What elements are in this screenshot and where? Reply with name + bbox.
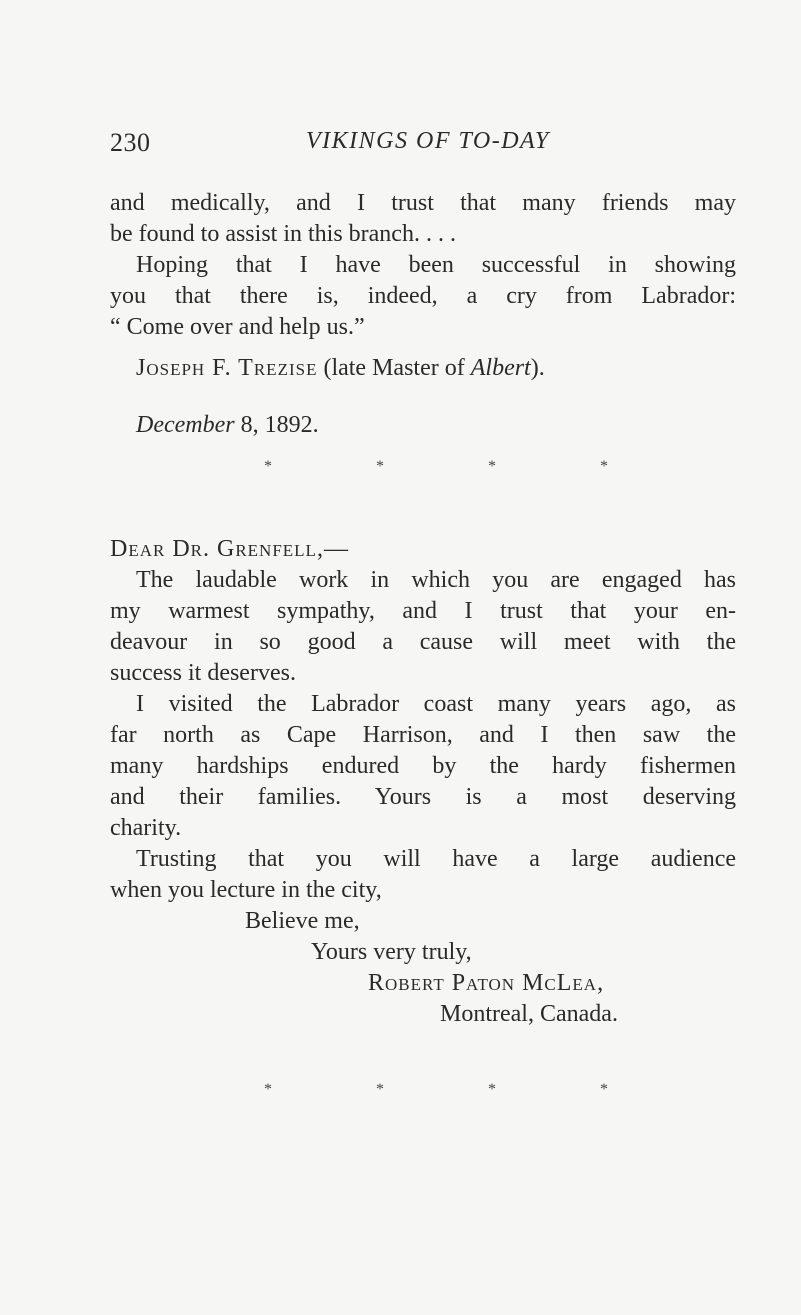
asterisk-ornament: * <box>600 458 608 475</box>
text-line: “ Come over and help us.” <box>110 314 365 340</box>
signature-trezise <box>136 353 545 383</box>
asterisk-ornament: * <box>376 1081 384 1098</box>
signature-text: ). <box>530 355 545 381</box>
asterisk-ornament: * <box>376 458 384 475</box>
text-line: be found to assist in this branch. . . . <box>110 221 456 247</box>
text-line: and medically, and I trust that many friends may <box>110 190 736 216</box>
text-line: my warmest sympathy, and I trust that your en- <box>110 598 736 624</box>
text-line: I visited the Labrador coast many years ago, as <box>136 691 736 717</box>
ship-name: Albert <box>470 355 531 381</box>
asterisk-ornament: * <box>264 1081 272 1098</box>
page-number: 230 <box>110 128 151 157</box>
date-month: December <box>136 412 235 438</box>
text-line: many hardships endured by the hardy fishermen <box>110 753 736 779</box>
text-line: and their families. Yours is a most deserving <box>110 784 736 810</box>
text-line: success it deserves. <box>110 660 296 686</box>
date-rest: 8, 1892. <box>234 412 319 438</box>
signature-place: Montreal, Canada. <box>440 1001 618 1027</box>
signature-name: Joseph F. Trezise <box>136 355 318 381</box>
text-line: charity. <box>110 815 182 841</box>
text-line: deavour in so good a cause will meet with the <box>110 629 736 655</box>
closing-line: Yours very truly, <box>311 939 472 965</box>
page-header <box>110 128 730 164</box>
text-line: when you lecture in the city, <box>110 877 382 903</box>
asterisk-ornament: * <box>600 1081 608 1098</box>
signature-mclea: Robert Paton McLea, <box>368 970 605 996</box>
letter-date <box>136 410 319 440</box>
asterisk-ornament: * <box>264 458 272 475</box>
running-title: VIKINGS OF TO-DAY <box>306 128 550 154</box>
closing-line: Believe me, <box>245 908 360 934</box>
text-line: The laudable work in which you are engaged has <box>136 567 736 593</box>
text-line: far north as Cape Harrison, and I then saw the <box>110 722 736 748</box>
text-line: you that there is, indeed, a cry from Labrador: <box>110 283 736 309</box>
text-line: Trusting that you will have a large audience <box>136 846 736 872</box>
asterisk-ornament: * <box>488 1081 496 1098</box>
text-line: Hoping that I have been successful in showing <box>136 252 736 278</box>
section-divider <box>0 1081 801 1105</box>
signature-text: (late Master of <box>317 355 471 381</box>
asterisk-ornament: * <box>488 458 496 475</box>
salutation: Dear Dr. Grenfell,— <box>110 536 349 562</box>
section-divider <box>0 458 801 482</box>
